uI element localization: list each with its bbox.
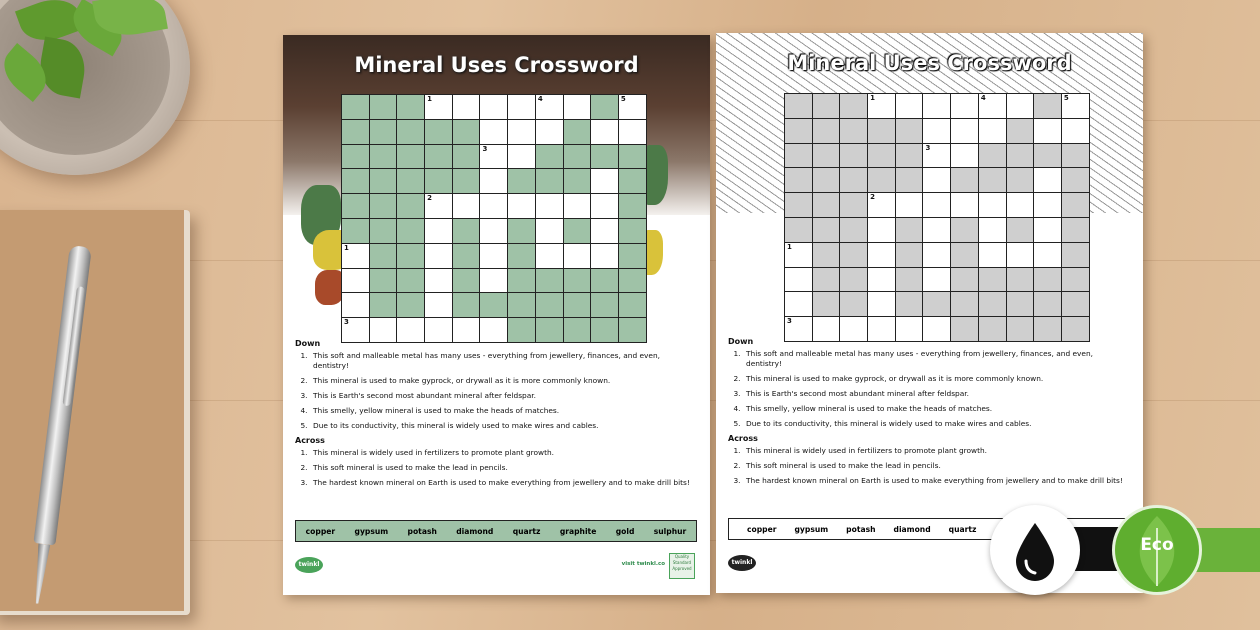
crossword-cell[interactable] [480, 269, 507, 293]
crossword-cell[interactable] [785, 268, 812, 292]
crossword-cell [370, 244, 397, 268]
word-bank-item: diamond [456, 526, 494, 536]
crossword-cell [813, 94, 840, 118]
crossword-cell[interactable] [480, 145, 507, 169]
crossword-cell[interactable] [979, 94, 1006, 118]
crossword-cell [785, 168, 812, 192]
crossword-cell[interactable] [453, 95, 480, 119]
crossword-cell [453, 244, 480, 268]
clue-item: 3. The hardest known mineral on Earth is used to make everything from jewellery and to make drill bits! [733, 476, 1123, 485]
crossword-cell [840, 193, 867, 217]
crossword-cell[interactable] [508, 95, 535, 119]
down-clues [728, 349, 1128, 429]
clue-item: 4. This smelly, yellow mineral is used to make the heads of matches. [300, 406, 560, 415]
crossword-cell [896, 218, 923, 242]
word-bank [295, 520, 697, 542]
crossword-cell [979, 292, 1006, 316]
crossword-cell[interactable] [868, 268, 895, 292]
clue-number: 5 [1063, 94, 1069, 102]
crossword-cell[interactable] [425, 219, 452, 243]
crossword-cell [508, 219, 535, 243]
crossword-cell[interactable] [923, 168, 950, 192]
crossword-cell [564, 219, 591, 243]
crossword-cell [785, 218, 812, 242]
crossword-cell [397, 244, 424, 268]
word-bank-item: copper [305, 526, 336, 536]
crossword-cell [536, 145, 563, 169]
clue-item: 2. This soft mineral is used to make the lead in pencils. [300, 463, 508, 472]
crossword-cell [453, 219, 480, 243]
crossword-cell [591, 145, 618, 169]
crossword-cell [813, 193, 840, 217]
crossword-cell [370, 194, 397, 218]
clue-number: 3 [482, 144, 488, 153]
crossword-cell[interactable] [923, 119, 950, 143]
crossword-cell [1034, 94, 1061, 118]
crossword-cell [564, 120, 591, 144]
crossword-cell [1007, 218, 1034, 242]
crossword-cell [868, 144, 895, 168]
crossword-cell[interactable] [342, 293, 369, 317]
crossword-cell [508, 269, 535, 293]
worksheet-colour [283, 35, 710, 595]
eco-label: Eco [1140, 535, 1174, 555]
clue-number: 3 [925, 143, 931, 152]
worksheet-title: Mineral Uses Crossword [354, 53, 639, 77]
crossword-cell [370, 120, 397, 144]
crossword-cell [619, 293, 646, 317]
word-bank-item: potash [846, 524, 876, 534]
crossword-cell[interactable] [480, 169, 507, 193]
crossword-cell [564, 293, 591, 317]
crossword-cell [453, 169, 480, 193]
crossword-cell [840, 168, 867, 192]
crossword-cell [619, 269, 646, 293]
crossword-cell[interactable] [564, 194, 591, 218]
crossword-cell [979, 268, 1006, 292]
crossword-cell[interactable] [591, 120, 618, 144]
crossword-cell[interactable] [923, 144, 950, 168]
across-clues [728, 446, 1128, 486]
crossword-cell [1007, 119, 1034, 143]
clue-number: 2 [427, 194, 432, 203]
crossword-cell [342, 219, 369, 243]
crossword-cell [979, 168, 1006, 192]
crossword-cell[interactable] [619, 95, 646, 119]
crossword-cell [397, 194, 424, 218]
crossword-cell[interactable] [591, 244, 618, 268]
crossword-cell [536, 269, 563, 293]
crossword-cell[interactable] [425, 244, 452, 268]
clue-item: 2. This mineral is used to make gyprock, or drywall as it is more commonly known. [733, 374, 1044, 383]
clue-number: 4 [537, 95, 543, 103]
crossword-cell[interactable] [923, 218, 950, 242]
word-bank-item: quartz [512, 526, 541, 536]
crossword-cell [619, 169, 646, 193]
clue-number: 3 [787, 317, 792, 326]
down-heading: Down [295, 339, 321, 348]
crossword-cell [370, 95, 397, 119]
crossword-cell[interactable] [868, 193, 895, 217]
crossword-cell [1007, 268, 1034, 292]
crossword-cell[interactable] [951, 94, 978, 118]
crossword-cell [840, 292, 867, 316]
crossword-grid [784, 93, 1090, 342]
crossword-cell[interactable] [1034, 218, 1061, 242]
clue-item: 1. This mineral is widely used in fertilizers to promote plant growth. [733, 446, 988, 455]
crossword-cell[interactable] [951, 119, 978, 143]
clue-item: 2. This soft mineral is used to make the lead in pencils. [733, 461, 941, 470]
crossword-cell [785, 144, 812, 168]
clue-item: 3. This is Earth's second most abundant mineral after feldspar. [300, 391, 536, 400]
clue-item: 3. The hardest known mineral on Earth is used to make everything from jewellery and to make drill bits! [300, 478, 690, 487]
crossword-cell [1062, 268, 1089, 292]
crossword-cell [397, 169, 424, 193]
crossword-cell[interactable] [425, 293, 452, 317]
crossword-cell [1062, 218, 1089, 242]
crossword-cell [370, 293, 397, 317]
word-bank-item: diamond [893, 524, 931, 534]
crossword-cell [1062, 168, 1089, 192]
crossword-cell[interactable] [979, 193, 1006, 217]
crossword-cell [813, 218, 840, 242]
crossword-cell [840, 119, 867, 143]
crossword-cell [1007, 292, 1034, 316]
quality-badge-icon: Quality Standard Approved [669, 553, 695, 579]
crossword-cell[interactable] [868, 94, 895, 118]
crossword-cell [896, 119, 923, 143]
visit-link: visit twinkl.co [621, 561, 665, 567]
crossword-cell [785, 193, 812, 217]
crossword-cell[interactable] [591, 219, 618, 243]
crossword-cell [564, 169, 591, 193]
crossword-cell [1034, 268, 1061, 292]
crossword-cell[interactable] [1062, 119, 1089, 143]
crossword-cell [813, 168, 840, 192]
word-bank-item: graphite [559, 526, 597, 536]
crossword-cell [453, 269, 480, 293]
crossword-cell[interactable] [1007, 243, 1034, 267]
crossword-cell [1034, 144, 1061, 168]
crossword-cell [1007, 144, 1034, 168]
crossword-cell [951, 168, 978, 192]
crossword-cell [342, 169, 369, 193]
crossword-cell [840, 94, 867, 118]
crossword-cell [896, 168, 923, 192]
crossword-cell [813, 243, 840, 267]
crossword-cell [868, 119, 895, 143]
crossword-cell[interactable] [979, 218, 1006, 242]
crossword-cell [813, 144, 840, 168]
crossword-cell[interactable] [480, 219, 507, 243]
crossword-cell [896, 144, 923, 168]
crossword-cell [564, 269, 591, 293]
clue-item: 4. This smelly, yellow mineral is used to make the heads of matches. [733, 404, 993, 413]
clue-number: 2 [870, 193, 875, 202]
crossword-cell [397, 120, 424, 144]
crossword-cell [1062, 144, 1089, 168]
crossword-cell[interactable] [480, 95, 507, 119]
crossword-cell [619, 194, 646, 218]
crossword-cell[interactable] [896, 94, 923, 118]
crossword-cell[interactable] [1007, 94, 1034, 118]
clue-item: 1. This mineral is widely used in fertilizers to promote plant growth. [300, 448, 555, 457]
crossword-cell[interactable] [979, 119, 1006, 143]
word-bank-item: quartz [948, 524, 977, 534]
crossword-cell[interactable] [425, 269, 452, 293]
crossword-cell [591, 293, 618, 317]
crossword-cell [1062, 292, 1089, 316]
crossword-cell [397, 219, 424, 243]
crossword-cell[interactable] [508, 120, 535, 144]
crossword-cell[interactable] [1034, 243, 1061, 267]
crossword-cell[interactable] [342, 244, 369, 268]
word-bank-item: copper [747, 524, 777, 534]
crossword-cell [397, 95, 424, 119]
notebook-pages [0, 210, 190, 615]
crossword-cell[interactable] [480, 194, 507, 218]
crossword-cell[interactable] [342, 269, 369, 293]
crossword-cell [896, 243, 923, 267]
crossword-cell [813, 268, 840, 292]
crossword-cell [508, 244, 535, 268]
twinkl-logo: twinkl [728, 555, 756, 571]
crossword-cell[interactable] [896, 193, 923, 217]
crossword-grid [341, 94, 647, 343]
crossword-cell [370, 219, 397, 243]
crossword-cell[interactable] [591, 194, 618, 218]
crossword-cell [979, 144, 1006, 168]
crossword-cell[interactable] [564, 244, 591, 268]
across-heading: Across [728, 434, 758, 443]
crossword-cell [619, 244, 646, 268]
crossword-cell [370, 269, 397, 293]
crossword-cell [425, 120, 452, 144]
crossword-cell [370, 169, 397, 193]
crossword-cell [508, 293, 535, 317]
crossword-cell [785, 94, 812, 118]
clue-number: 1 [427, 95, 432, 103]
crossword-cell [951, 292, 978, 316]
crossword-cell[interactable] [536, 219, 563, 243]
across-heading: Across [295, 436, 325, 445]
crossword-cell [813, 119, 840, 143]
clue-item: 3. This is Earth's second most abundant mineral after feldspar. [733, 389, 969, 398]
crossword-cell[interactable] [1007, 193, 1034, 217]
crossword-cell[interactable] [923, 268, 950, 292]
crossword-cell [840, 243, 867, 267]
crossword-cell [564, 145, 591, 169]
crossword-cell[interactable] [425, 95, 452, 119]
clue-number: 1 [870, 94, 875, 102]
crossword-cell [536, 293, 563, 317]
crossword-cell [840, 268, 867, 292]
clue-item: 2. This mineral is used to make gyprock, or drywall as it is more commonly known. [300, 376, 611, 385]
crossword-cell [813, 292, 840, 316]
clue-number: 1 [787, 242, 792, 251]
crossword-cell[interactable] [1034, 168, 1061, 192]
crossword-cell[interactable] [868, 292, 895, 316]
crossword-cell[interactable] [536, 95, 563, 119]
crossword-cell[interactable] [951, 193, 978, 217]
crossword-cell[interactable] [979, 243, 1006, 267]
crossword-cell [591, 95, 618, 119]
crossword-cell [397, 269, 424, 293]
clue-item: 5. Due to its conductivity, this mineral is widely used to make wires and cables. [733, 419, 1032, 428]
footer [295, 553, 695, 581]
crossword-cell[interactable] [508, 194, 535, 218]
crossword-cell [1062, 193, 1089, 217]
crossword-cell [619, 145, 646, 169]
crossword-cell [1062, 243, 1089, 267]
crossword-cell[interactable] [1034, 119, 1061, 143]
crossword-cell[interactable] [453, 194, 480, 218]
clue-item: 5. Due to its conductivity, this mineral is widely used to make wires and cables. [300, 421, 599, 430]
crossword-cell[interactable] [480, 244, 507, 268]
crossword-cell[interactable] [868, 243, 895, 267]
crossword-cell [896, 292, 923, 316]
clue-number: 4 [980, 94, 986, 102]
across-clues [295, 448, 695, 488]
crossword-cell[interactable] [536, 244, 563, 268]
word-bank-item: gold [615, 526, 635, 536]
crossword-cell [342, 120, 369, 144]
crossword-cell [342, 95, 369, 119]
crossword-cell[interactable] [425, 194, 452, 218]
crossword-cell [840, 144, 867, 168]
ink-drop-badge [990, 505, 1080, 595]
crossword-cell[interactable] [536, 194, 563, 218]
crossword-cell[interactable] [923, 193, 950, 217]
crossword-cell [453, 293, 480, 317]
crossword-cell [425, 145, 452, 169]
crossword-cell [536, 169, 563, 193]
twinkl-logo: twinkl [295, 557, 323, 573]
crossword-cell [342, 194, 369, 218]
worksheet-title: Mineral Uses Crossword [787, 51, 1072, 75]
crossword-cell [591, 269, 618, 293]
down-heading: Down [728, 337, 754, 346]
crossword-cell [370, 145, 397, 169]
crossword-cell [951, 243, 978, 267]
crossword-cell [951, 218, 978, 242]
clue-number: 5 [620, 95, 626, 103]
crossword-cell[interactable] [785, 292, 812, 316]
crossword-cell [397, 293, 424, 317]
crossword-cell [397, 145, 424, 169]
crossword-cell[interactable] [508, 145, 535, 169]
crossword-cell[interactable] [480, 120, 507, 144]
clues-section [295, 337, 695, 493]
down-clues [295, 351, 695, 431]
word-bank-item: sulphur [653, 526, 687, 536]
crossword-cell [480, 293, 507, 317]
clue-number: 3 [344, 318, 349, 327]
crossword-cell[interactable] [1062, 94, 1089, 118]
crossword-cell [453, 145, 480, 169]
clue-item: 1. This soft and malleable metal has many uses - everything from jewellery, finances, and even, dentistry! [300, 351, 660, 370]
crossword-cell[interactable] [1034, 193, 1061, 217]
word-bank-item: gypsum [354, 526, 389, 536]
crossword-cell [508, 169, 535, 193]
clue-item: 1. This soft and malleable metal has many uses - everything from jewellery, finances, and even, dentistry! [733, 349, 1093, 368]
crossword-cell [840, 218, 867, 242]
crossword-cell [342, 145, 369, 169]
crossword-cell[interactable] [564, 95, 591, 119]
crossword-cell [425, 169, 452, 193]
crossword-cell [1007, 168, 1034, 192]
crossword-cell [896, 268, 923, 292]
crossword-cell[interactable] [923, 243, 950, 267]
crossword-cell[interactable] [785, 243, 812, 267]
clues-section [728, 335, 1128, 491]
crossword-cell[interactable] [868, 218, 895, 242]
crossword-cell [619, 219, 646, 243]
word-bank-item: gypsum [794, 524, 829, 534]
ink-drop-icon [990, 505, 1080, 595]
crossword-cell [951, 268, 978, 292]
crossword-cell [785, 119, 812, 143]
clue-number: 1 [344, 243, 349, 252]
crossword-cell [923, 292, 950, 316]
crossword-cell[interactable] [536, 120, 563, 144]
crossword-cell[interactable] [591, 169, 618, 193]
crossword-cell [453, 120, 480, 144]
word-bank-item: potash [407, 526, 437, 536]
crossword-cell [1034, 292, 1061, 316]
crossword-cell[interactable] [951, 144, 978, 168]
crossword-cell [868, 168, 895, 192]
crossword-cell[interactable] [923, 94, 950, 118]
crossword-cell[interactable] [619, 120, 646, 144]
